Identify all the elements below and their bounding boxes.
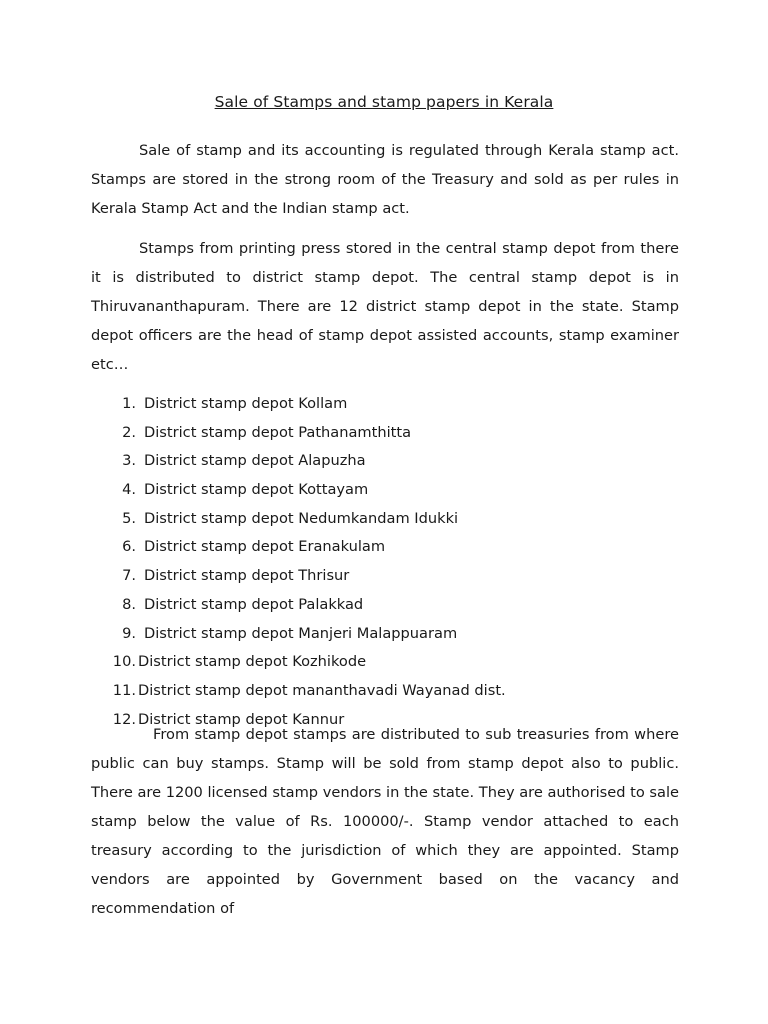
list-item-number: 10. bbox=[112, 653, 136, 671]
list-item bbox=[91, 476, 506, 505]
list-item-text: District stamp depot Kottayam bbox=[144, 481, 369, 499]
list-item-number: 9. bbox=[122, 624, 136, 642]
list-item-number: 2. bbox=[122, 423, 136, 441]
list-item-number: 8. bbox=[122, 595, 136, 613]
list-item-number: 3. bbox=[122, 452, 136, 470]
list-item bbox=[91, 648, 506, 677]
list-item-text: District stamp depot Manjeri Malappuaram bbox=[144, 624, 458, 642]
list-item bbox=[91, 533, 506, 562]
list-item-number: 7. bbox=[122, 567, 136, 585]
list-item bbox=[91, 447, 506, 476]
list-item-text: District stamp depot Pathanamthitta bbox=[144, 423, 412, 441]
list-item bbox=[91, 390, 506, 419]
distribution-paragraph: From stamp depot stamps are distributed to sub treasuries from where public can buy stamps. Stamp will be sold from stamp depot also to public. There are 1200 licensed stamp vendors in the state. They are authorised to sale stamp below the value of Rs. 100000/-. Stamp vendor attached to each treasury according to the jurisdiction of which they are appointed. Stamp vendors are appointed by Government based on the vacancy and recommendation of bbox=[91, 726, 679, 917]
list-item-number: 4. bbox=[122, 481, 136, 499]
list-item-number: 12. bbox=[112, 710, 136, 728]
list-item-text: District stamp depot mananthavadi Wayanad dist. bbox=[138, 681, 506, 699]
list-item bbox=[91, 620, 506, 649]
district-depot-list bbox=[91, 390, 506, 734]
list-item-text: District stamp depot Palakkad bbox=[144, 595, 364, 613]
list-item-text: District stamp depot Nedumkandam Idukki bbox=[144, 509, 459, 527]
list-item-number: 5. bbox=[122, 509, 136, 527]
list-item-text: District stamp depot Kannur bbox=[138, 710, 345, 728]
list-item-number: 6. bbox=[122, 538, 136, 556]
intro-paragraph: Sale of stamp and its accounting is regulated through Kerala stamp act. Stamps are stored in the strong room of the Treasury and sold as per rules in Kerala Stamp Act and the Indian stamp act. bbox=[91, 142, 679, 217]
depot-paragraph: Stamps from printing press stored in the central stamp depot from there it is distributed to district stamp depot. The central stamp depot is in Thiruvananthapuram. There are 12 district stamp depot in the state. Stamp depot officers are the head of stamp depot assisted accounts, stamp examiner etc… bbox=[91, 240, 679, 373]
list-item bbox=[91, 419, 506, 448]
list-item bbox=[91, 591, 506, 620]
list-item bbox=[91, 562, 506, 591]
list-item-text: District stamp depot Eranakulam bbox=[144, 538, 386, 556]
list-item-text: District stamp depot Kozhikode bbox=[138, 653, 367, 671]
list-item-text: District stamp depot Thrisur bbox=[144, 567, 350, 585]
list-item-text: District stamp depot Kollam bbox=[144, 395, 348, 412]
list-item-text: District stamp depot Alapuzha bbox=[144, 452, 366, 470]
list-item-number: 1. bbox=[122, 395, 136, 412]
list-item bbox=[91, 677, 506, 706]
document-title: Sale of Stamps and stamp papers in Kerala bbox=[214, 93, 554, 111]
list-item bbox=[91, 505, 506, 534]
list-item-number: 11. bbox=[112, 681, 136, 699]
